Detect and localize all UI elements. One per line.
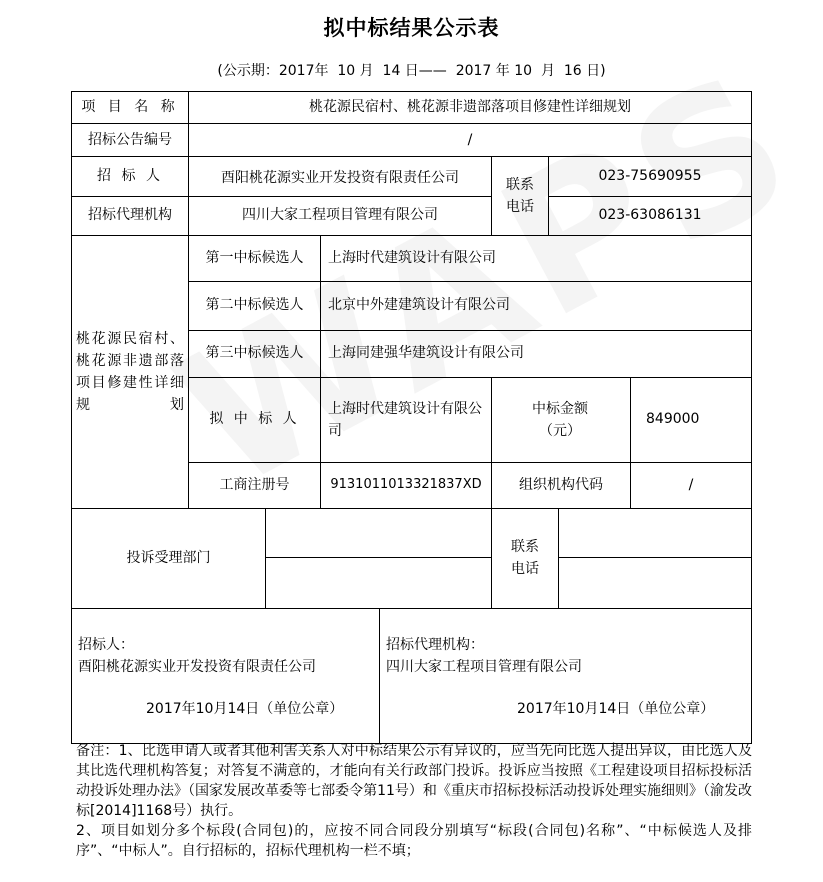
sign-tenderer-date: 2017年10月14日（单位公章） (146, 701, 344, 717)
agency-value: 四川大家工程项目管理有限公司 (242, 207, 438, 223)
winner-label: 拟 中 标 人 (209, 411, 300, 427)
agency-phone: 023-63086131 (598, 207, 702, 223)
org-code-value: / (688, 477, 694, 493)
amount-value: 849000 (646, 411, 700, 427)
sign-tenderer-value: 酉阳桃花源实业开发投资有限责任公司 (78, 659, 316, 675)
third-candidate-label: 第三中标候选人 (205, 345, 304, 361)
reg-no-label: 工商注册号 (219, 477, 290, 493)
notice-no-value: / (467, 132, 473, 148)
reg-no-value: 9131011013321837XD (330, 477, 482, 492)
tenderer-value: 酉阳桃花源实业开发投资有限责任公司 (221, 170, 459, 186)
project-name-value: 桃花源民宿村、桃花源非遗部落项目修建性详细规划 (309, 99, 631, 115)
second-candidate-label: 第二中标候选人 (205, 297, 304, 313)
tenderer-phone: 023-75690955 (598, 168, 702, 184)
notice-no-label: 招标公告编号 (88, 132, 172, 148)
second-candidate-value: 北京中外建建筑设计有限公司 (328, 297, 510, 313)
publicity-period: (公示期：2017年 10 月 14 日—— 2017 年 10 月 16 日) (217, 63, 606, 79)
document-title: 拟中标结果公示表 (323, 16, 500, 40)
tenderer-label: 招 标 人 (97, 168, 163, 184)
sign-agency-date: 2017年10月14日（单位公章） (517, 701, 715, 717)
agency-label: 招标代理机构 (88, 207, 172, 223)
winner-value: 上海时代建筑设计有限公司 (328, 401, 482, 439)
sign-agency-value: 四川大家工程项目管理有限公司 (386, 659, 582, 675)
complaint-dept-label: 投诉受理部门 (126, 550, 211, 566)
remark-2: 2、项目如划分多个标段(合同包)的，应按不同合同段分别填写“标段(合同包)名称”、“中标候选人及排序”、“中标人”。自行招标的，招标代理机构一栏不填； (76, 823, 752, 859)
project-name-label: 项 目 名 称 (81, 99, 179, 115)
org-code-label: 组织机构代码 (519, 477, 603, 493)
sign-agency-label: 招标代理机构： (386, 637, 484, 653)
remarks (76, 741, 752, 861)
amount-label: 中标金额（元） (532, 401, 588, 439)
first-candidate-label: 第一中标候选人 (205, 250, 304, 266)
sign-tenderer-label: 招标人： (78, 637, 134, 653)
first-candidate-value: 上海时代建筑设计有限公司 (328, 250, 496, 266)
complaint-contact-label: 联系电话 (511, 539, 539, 577)
third-candidate-value: 上海同建强华建筑设计有限公司 (328, 345, 524, 361)
contact-label: 联系电话 (506, 177, 534, 215)
candidate-project-label: 桃花源民宿村、桃花源非遗部落项目修建性详细规划 (76, 331, 184, 413)
remark-1: 备注：1、比选申请人或者其他利害关系人对中标结果公示有异议的，应当先向比选人提出异议，由比选人及其比选代理机构答复；对答复不满意的，才能向有关行政部门投诉。投诉应当按照《工程建设项目招标投标活动投诉处理办法》（国家发展改革委等七部委令第11号）和《重庆市招标投标活动投诉处理实施细则》（渝发改标[2014]1168号）执行。 (76, 743, 752, 819)
